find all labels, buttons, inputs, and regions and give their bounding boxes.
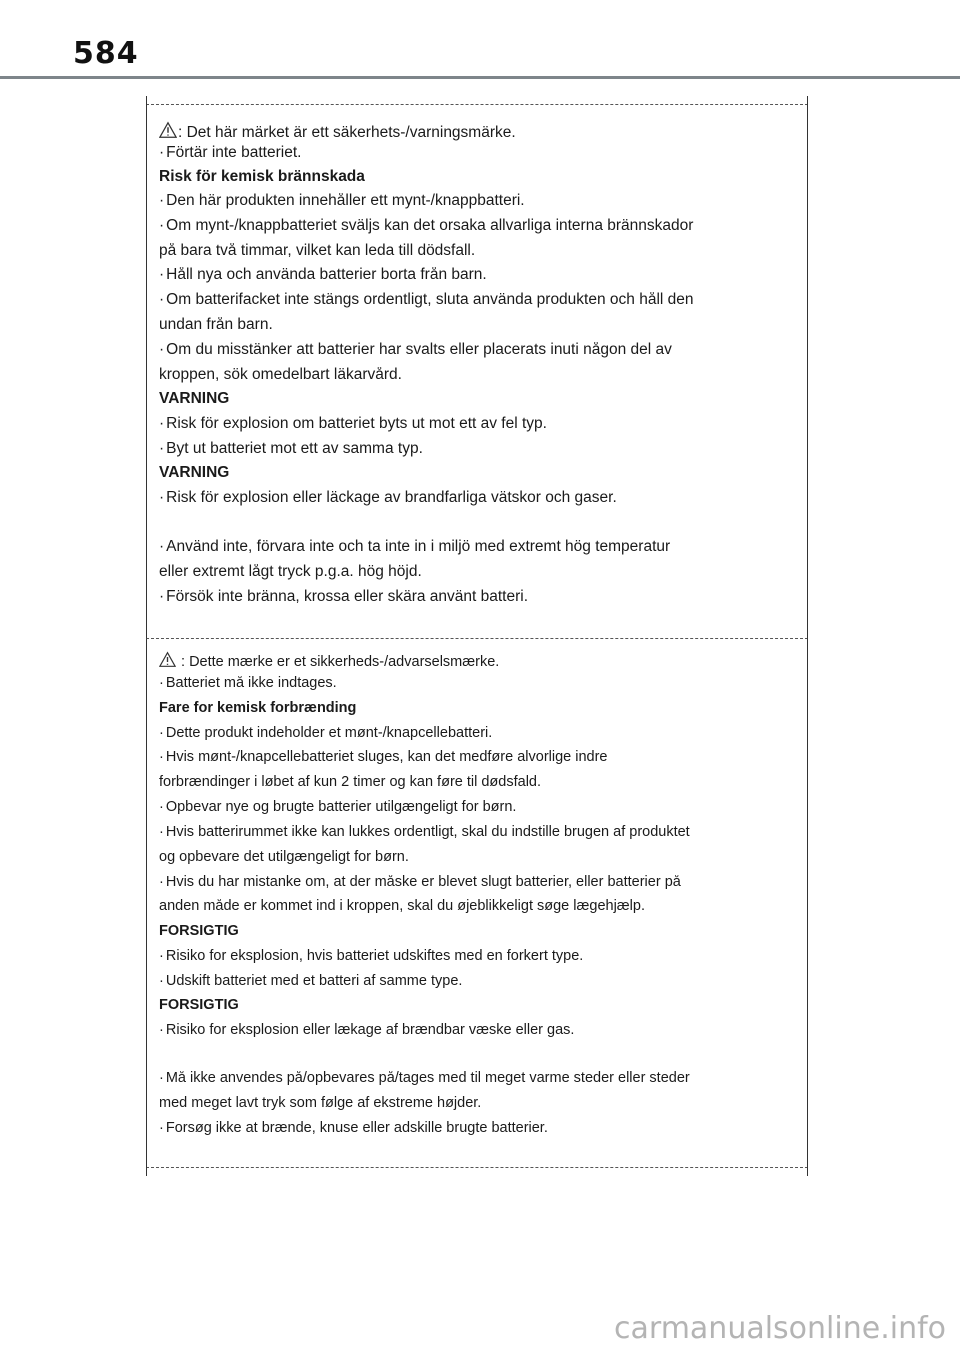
text-line: [159, 775, 795, 790]
line-text: Byt ut batteriet mot ett av samma typ.: [166, 441, 423, 457]
line-text: Den här produkten innehåller ett mynt-/knappbatteri.: [166, 193, 525, 209]
corner-tick: [146, 1162, 147, 1176]
page-number: 584: [73, 36, 139, 71]
text-line: [159, 974, 795, 989]
text-line: [159, 825, 795, 840]
line-text: eller extremt lågt tryck p.g.a. hög höjd.: [159, 564, 422, 580]
line-text: anden måde er kommet ind i kroppen, skal du øjeblikkeligt søge lægehjælp.: [159, 899, 645, 914]
line-text: undan från barn.: [159, 317, 273, 333]
text-line: [159, 121, 795, 141]
line-text: : Det här märket är ett säkerhets-/varningsmärke.: [178, 124, 516, 141]
bullet-dot: ·: [159, 490, 165, 506]
section-heading: [159, 169, 795, 185]
warning-triangle-icon: [159, 121, 177, 139]
line-text: Risk för kemisk brännskada: [159, 169, 365, 185]
line-text: med meget lavt tryk som følge af ekstreme højder.: [159, 1096, 482, 1111]
line-text: Om batterifacket inte stängs ordentligt, sluta använda produkten och håll den: [166, 292, 694, 308]
text-line: [159, 899, 795, 914]
text-line: [159, 651, 795, 670]
text-line: [159, 416, 795, 432]
section-heading: [159, 924, 795, 939]
text-line: [159, 292, 795, 308]
line-text: Om mynt-/knappbatteriet sväljs kan det orsaka allvarliga interna brännskador: [166, 218, 694, 234]
section-heading: [159, 391, 795, 407]
line-text: VARNING: [159, 391, 230, 407]
line-text: VARNING: [159, 465, 230, 481]
corner-tick: [807, 631, 808, 645]
text-line: [159, 367, 795, 383]
text-line: [159, 193, 795, 209]
text-line: [159, 243, 795, 259]
bullet-dot: ·: [159, 589, 165, 605]
text-line: [159, 949, 795, 964]
warning-triangle-icon: [159, 651, 176, 668]
bullet-dot: ·: [159, 218, 165, 234]
bullet-dot: ·: [159, 539, 165, 555]
bullet-dot: ·: [159, 193, 165, 209]
section-heading: [159, 465, 795, 481]
bullet-dot: ·: [159, 676, 164, 691]
line-text: Risiko for eksplosion eller lækage af brændbar væske eller gas.: [165, 1023, 575, 1038]
text-line: [159, 267, 795, 283]
bullet-dot: ·: [159, 416, 165, 432]
watermark: carmanualsonline.info: [614, 1311, 946, 1346]
bullet-dot: ·: [159, 750, 164, 765]
swedish-warning-box: [146, 104, 808, 638]
corner-tick: [146, 96, 147, 110]
text-line: [159, 676, 795, 691]
line-text: Använd inte, förvara inte och ta inte in i miljö med extremt hög temperatur: [166, 539, 671, 555]
line-text: Dette produkt indeholder et mønt-/knapcellebatteri.: [165, 726, 493, 741]
line-text: FORSIGTIG: [159, 998, 239, 1013]
line-text: : Dette mærke er et sikkerheds-/advarselsmærke.: [177, 654, 500, 670]
text-line: [159, 1071, 795, 1086]
text-line: [159, 145, 795, 161]
header-rule: [0, 76, 960, 79]
text-line: [159, 1023, 795, 1038]
line-text: Risk för explosion eller läckage av brandfarliga vätskor och gaser.: [166, 490, 617, 506]
text-line: [159, 1121, 795, 1136]
bullet-dot: ·: [159, 1071, 164, 1086]
line-text: Om du misstänker att batterier har svalts eller placerats inuti någon del av: [166, 342, 672, 358]
bullet-dot: ·: [159, 145, 165, 161]
text-line: [159, 589, 795, 605]
text-line: [159, 218, 795, 234]
bullet-dot: ·: [159, 825, 164, 840]
line-text: Forsøg ikke at brænde, knuse eller adskille brugte batterier.: [165, 1121, 548, 1136]
line-text: Batteriet må ikke indtages.: [165, 676, 337, 691]
line-text: Hvis du har mistanke om, at der måske er blevet slugt batterier, eller batterier på: [165, 875, 681, 890]
text-line: [159, 850, 795, 865]
line-text: FORSIGTIG: [159, 924, 239, 939]
text-line: [159, 875, 795, 890]
section-heading: [159, 701, 795, 716]
text-line: [159, 342, 795, 358]
text-line: [159, 441, 795, 457]
line-text: Opbevar nye og brugte batterier utilgængeligt for børn.: [165, 800, 517, 815]
bullet-dot: ·: [159, 267, 165, 283]
bullet-dot: ·: [159, 726, 164, 741]
text-line: [159, 317, 795, 333]
bullet-dot: ·: [159, 292, 165, 308]
line-text: Udskift batteriet med et batteri af samme type.: [165, 974, 463, 989]
line-text: Hvis batterirummet ikke kan lukkes ordentligt, skal du indstille brugen af produktet: [165, 825, 690, 840]
bullet-dot: ·: [159, 875, 164, 890]
line-text: på bara två timmar, vilket kan leda till dödsfall.: [159, 243, 476, 259]
line-text: Försök inte bränna, krossa eller skära använt batteri.: [166, 589, 529, 605]
line-text: forbrændinger i løbet af kun 2 timer og kan føre til dødsfald.: [159, 775, 542, 790]
bullet-dot: ·: [159, 949, 164, 964]
corner-tick: [807, 1162, 808, 1176]
bullet-dot: ·: [159, 974, 164, 989]
bullet-dot: ·: [159, 1023, 164, 1038]
line-text: Hvis mønt-/knapcellebatteriet sluges, kan det medføre alvorlige indre: [165, 750, 608, 765]
danish-warning-box: [146, 638, 808, 1168]
line-text: Må ikke anvendes på/opbevares på/tages med til meget varme steder eller steder: [165, 1071, 690, 1086]
text-line: [159, 539, 795, 555]
line-text: Förtär inte batteriet.: [166, 145, 302, 161]
line-text: Håll nya och använda batterier borta från barn.: [166, 267, 487, 283]
line-text: kroppen, sök omedelbart läkarvård.: [159, 367, 402, 383]
bullet-dot: ·: [159, 342, 165, 358]
text-line: [159, 750, 795, 765]
text-line: [159, 800, 795, 815]
line-text: og opbevare det utilgængeligt for børn.: [159, 850, 409, 865]
bullet-dot: ·: [159, 800, 164, 815]
section-heading: [159, 998, 795, 1013]
corner-tick: [807, 96, 808, 110]
line-text: Risk för explosion om batteriet byts ut mot ett av fel typ.: [166, 416, 547, 432]
line-text: Risiko for eksplosion, hvis batteriet udskiftes med en forkert type.: [165, 949, 584, 964]
text-line: [159, 1096, 795, 1111]
bullet-dot: ·: [159, 1121, 164, 1136]
text-line: [159, 726, 795, 741]
bullet-dot: ·: [159, 441, 165, 457]
line-text: Fare for kemisk forbrænding: [159, 701, 357, 716]
text-line: [159, 564, 795, 580]
text-line: [159, 490, 795, 506]
